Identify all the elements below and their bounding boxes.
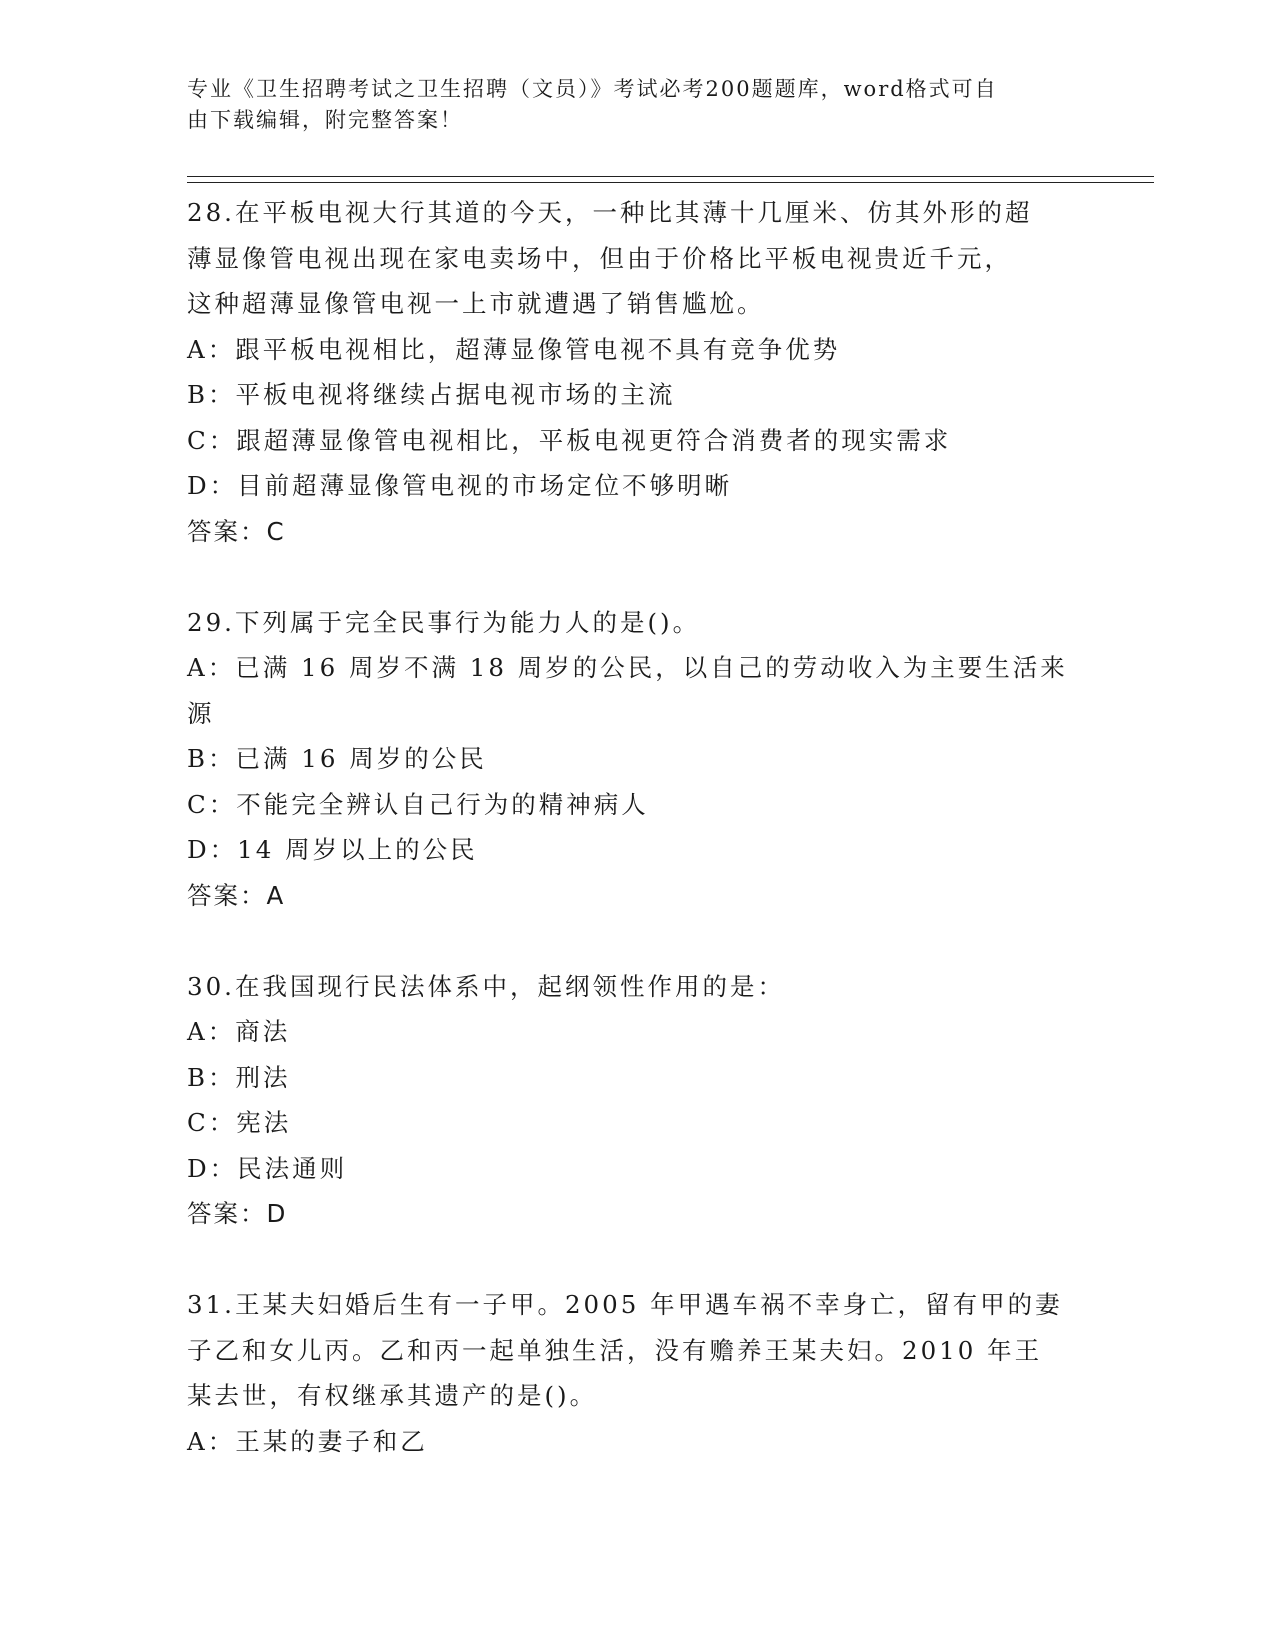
question-block <box>187 600 1087 919</box>
option-a: A：跟平板电视相比，超薄显像管电视不具有竞争优势 <box>187 334 841 364</box>
header-divider-top <box>187 176 1154 177</box>
document-header <box>187 74 1067 136</box>
question-text: 某去世，有权继承其遗产的是()。 <box>187 1381 598 1410</box>
question-text: 29.下列属于完全民事行为能力人的是()。 <box>187 607 701 637</box>
question-list <box>187 190 1087 1464</box>
option-b: B：已满 16 周岁的公民 <box>187 744 487 773</box>
question-text: 子乙和女儿丙。乙和丙一起单独生活，没有赡养王某夫妇。2010 年王 <box>187 1335 1043 1365</box>
question-text: 这种超薄显像管电视一上市就遭遇了销售尴尬。 <box>187 289 765 318</box>
option-d: D：民法通则 <box>187 1153 348 1183</box>
question-spacer <box>187 555 1087 600</box>
question-text: 薄显像管电视出现在家电卖场中，但由于价格比平板电视贵近千元， <box>187 243 1012 273</box>
option-b: B：刑法 <box>187 1062 291 1092</box>
option-a: A：商法 <box>187 1017 291 1046</box>
option-c: C：宪法 <box>187 1108 292 1137</box>
question-spacer <box>187 919 1087 964</box>
question-text: 30.在我国现行民法体系中，起纲领性作用的是： <box>187 971 785 1001</box>
header-line-2: 由下载编辑，附完整答案！ <box>187 108 463 132</box>
question-block <box>187 964 1087 1238</box>
question-spacer <box>187 1237 1087 1282</box>
option-d: D：目前超薄显像管电视的市场定位不够明晰 <box>187 471 733 500</box>
option-d: D：14 周岁以上的公民 <box>187 835 478 864</box>
question-block <box>187 1282 1087 1464</box>
header-divider-bottom <box>187 182 1154 183</box>
header-line-1: 专业《卫生招聘考试之卫生招聘（文员）》考试必考200题题库，word格式可自 <box>187 77 998 101</box>
option-a-continued: 源 <box>187 698 215 728</box>
answer-line: 答案：A <box>187 880 286 910</box>
question-block <box>187 190 1087 555</box>
answer-line: 答案：C <box>187 516 286 546</box>
option-c: C：跟超薄显像管电视相比，平板电视更符合消费者的现实需求 <box>187 425 952 455</box>
option-a: A：王某的妻子和乙 <box>187 1426 428 1456</box>
question-text: 31.王某夫妇婚后生有一子甲。2005 年甲遇车祸不幸身亡，留有甲的妻 <box>187 1290 1063 1319</box>
option-b: B：平板电视将继续占据电视市场的主流 <box>187 380 676 409</box>
option-a: A：已满 16 周岁不满 18 周岁的公民，以自己的劳动收入为主要生活来 <box>187 653 1068 682</box>
option-c: C：不能完全辨认自己行为的精神病人 <box>187 789 649 819</box>
answer-line: 答案：D <box>187 1199 288 1228</box>
question-text: 28.在平板电视大行其道的今天，一种比其薄十几厘米、仿其外形的超 <box>187 198 1033 227</box>
